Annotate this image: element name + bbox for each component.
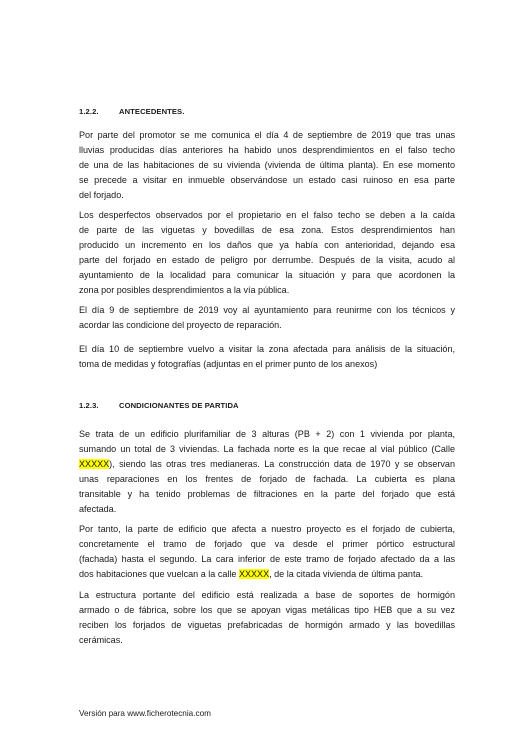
section-title: ANTECEDENTES. <box>119 107 185 116</box>
text-fragment: ), siendo las otras tres medianeras. La construcción data de 1970 y se observan <box>109 458 455 469</box>
paragraph <box>79 342 455 372</box>
text-line: sumando un total de 3 viviendas. La fachada norte es la que recae al vial público (Calle <box>79 443 455 454</box>
paragraph <box>79 427 455 516</box>
text-line: producido un incremento en los daños que ya había con anterioridad, dejando esa <box>79 239 455 250</box>
text-line <box>79 457 455 472</box>
section-number: 1.2.2. <box>79 107 99 116</box>
text-line: del forjado. <box>79 189 124 200</box>
text-fragment: dos habitaciones que vuelcan a la calle <box>79 568 239 579</box>
text-line: de una de las habitaciones de su vivienda (vivienda de última planta). En ese momento <box>79 159 455 170</box>
highlighted-text: XXXXX <box>238 568 270 579</box>
text-line: La estructura portante del edificio está realizada a base de soportes de hormigón <box>79 590 455 600</box>
section-heading-condicionantes <box>79 401 239 410</box>
text-line: armado o de fábrica, sobre los que se apoyan vigas metálicas tipo HEB que a su vez <box>79 604 455 615</box>
text-line: acordar las condicione del proyecto de reparación. <box>79 319 282 330</box>
page-footer: Versión para www.ficherotecnia.com <box>79 709 211 718</box>
highlighted-text: XXXXX <box>79 458 110 469</box>
text-line: Por tanto, la parte de edificio que afecta a nuestro proyecto es el forjado de cubierta, <box>79 524 455 534</box>
paragraph <box>79 128 455 203</box>
text-line: ayuntamiento de la localidad para comunicar la situación y para que acordonen la <box>79 269 455 280</box>
text-line: Se trata de un edificio plurifamiliar de 3 alturas (PB + 2) con 1 vivienda por planta, <box>79 429 455 439</box>
text-line: El día 10 de septiembre vuelvo a visitar la zona afectada para análisis de la situación, <box>79 344 455 354</box>
text-line: de parte de las viguetas y bovedillas de esa zona. Estos desprendimientos han <box>79 224 455 235</box>
text-line: zona por posibles desprendimientos a la vía pública. <box>79 284 290 295</box>
text-line: toma de medidas y fotografías (adjuntas en el primer punto de los anexos) <box>79 358 378 369</box>
text-line: transitable y ha tenido problemas de filtraciones en la parte del forjado que está <box>79 488 455 499</box>
text-line: unas reparaciones en los frentes de forjado de fachada. La cubierta es plana <box>79 473 455 484</box>
text-line <box>79 567 455 582</box>
section-title: CONDICIONANTES DE PARTIDA <box>119 401 239 410</box>
paragraph <box>79 588 455 648</box>
text-line: concretamente el tramo de forjado que va desde el primer pórtico estructural <box>79 538 455 549</box>
text-line: reciben los forjados de viguetas prefabricadas de hormigón armado y las bovedillas <box>79 619 455 630</box>
paragraph <box>79 522 455 582</box>
text-line: (fachada) hasta el segundo. La cara inferior de este tramo de forjado afectado da a las <box>79 553 455 564</box>
text-line: cerámicas. <box>79 634 123 645</box>
section-heading-antecedentes <box>79 107 184 116</box>
text-line: lluvias producidas días anteriores ha habido unos desprendimientos en el falso techo <box>79 144 455 155</box>
paragraph <box>79 303 455 333</box>
section-number: 1.2.3. <box>79 401 99 410</box>
text-fragment: , de la citada vivienda de última panta. <box>269 568 424 579</box>
text-line: afectada. <box>79 503 117 514</box>
text-line: Los desperfectos observados por el propietario en el falso techo se deben a la caída <box>79 210 455 220</box>
paragraph <box>79 208 455 297</box>
text-line: se precede a visitar en inmueble observándose un estado casi ruinoso en esa parte <box>79 174 455 185</box>
text-line: El día 9 de septiembre de 2019 voy al ayuntamiento para reunirme con los técnicos y <box>79 305 455 315</box>
text-line: Por parte del promotor se me comunica el día 4 de septiembre de 2019 que tras unas <box>79 130 455 140</box>
text-line: parte del forjado en estado de peligro por derrumbe. Después de la visita, acudo al <box>79 254 455 265</box>
